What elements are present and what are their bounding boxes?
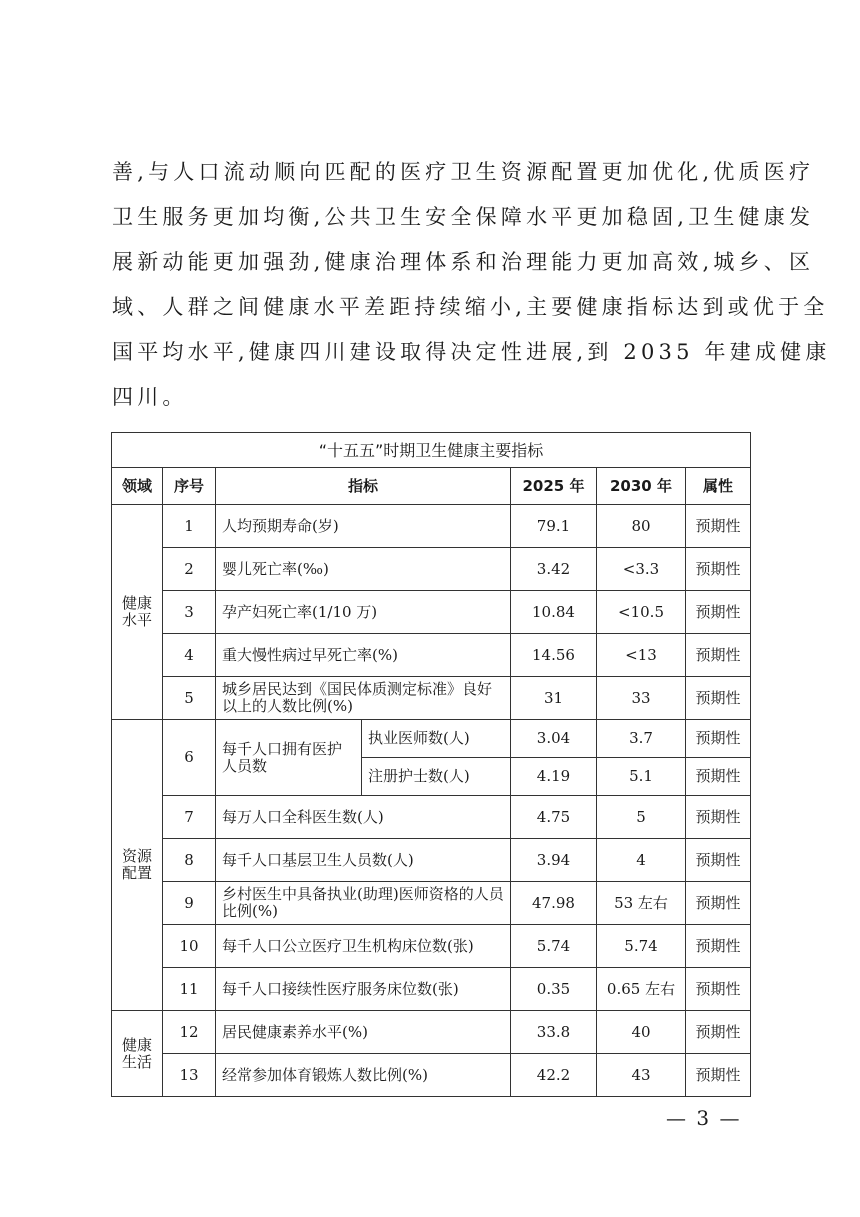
row-value-2030: 4 — [597, 839, 686, 882]
table-row — [112, 882, 751, 925]
row-attribute: 预期性 — [686, 882, 751, 925]
row-indicator: 每千人口基层卫生人员数(人) — [216, 839, 511, 882]
row-attribute: 预期性 — [686, 548, 751, 591]
row-seq: 10 — [163, 925, 216, 968]
row-indicator: 每千人口接续性医疗服务床位数(张) — [216, 968, 511, 1011]
row-sub-indicator: 执业医师数(人) — [362, 720, 511, 758]
row-value-2025: 4.75 — [511, 796, 597, 839]
table-row — [112, 1054, 751, 1097]
row-indicator: 每千人口拥有医护人员数 — [216, 720, 362, 796]
row-indicator: 人均预期寿命(岁) — [216, 505, 511, 548]
row-attribute: 预期性 — [686, 720, 751, 758]
row-value-2025: 14.56 — [511, 634, 597, 677]
row-value-2025: 33.8 — [511, 1011, 597, 1054]
row-seq: 2 — [163, 548, 216, 591]
row-value-2030: 40 — [597, 1011, 686, 1054]
header-2025: 2025 年 — [511, 468, 597, 505]
table-row — [112, 677, 751, 720]
row-value-2030: <13 — [597, 634, 686, 677]
table-row — [112, 591, 751, 634]
row-attribute: 预期性 — [686, 591, 751, 634]
row-indicator: 经常参加体育锻炼人数比例(%) — [216, 1054, 511, 1097]
row-value-2025: 79.1 — [511, 505, 597, 548]
row-value-2025: 31 — [511, 677, 597, 720]
row-seq: 5 — [163, 677, 216, 720]
page-number: — 3 — — [666, 1106, 742, 1130]
paragraph-line: 展新动能更加强劲,健康治理体系和治理能力更加高效,城乡、区 — [112, 250, 815, 274]
row-indicator: 每万人口全科医生数(人) — [216, 796, 511, 839]
row-value-2025: 3.04 — [511, 720, 597, 758]
row-indicator: 婴儿死亡率(‰) — [216, 548, 511, 591]
domain-resources: 资源配置 — [112, 720, 163, 1011]
paragraph-line: 善,与人口流动顺向匹配的医疗卫生资源配置更加优化,优质医疗 — [112, 160, 815, 184]
row-value-2030: 33 — [597, 677, 686, 720]
domain-health-level: 健康水平 — [112, 505, 163, 720]
indicators-table — [111, 432, 751, 1097]
row-value-2025: 42.2 — [511, 1054, 597, 1097]
row-value-2030: 3.7 — [597, 720, 686, 758]
row-sub-indicator: 注册护士数(人) — [362, 758, 511, 796]
header-seq: 序号 — [163, 468, 216, 505]
row-attribute: 预期性 — [686, 1054, 751, 1097]
row-value-2030: 0.65 左右 — [597, 968, 686, 1011]
row-seq: 9 — [163, 882, 216, 925]
paragraph-line: 卫生服务更加均衡,公共卫生安全保障水平更加稳固,卫生健康发 — [112, 205, 815, 229]
row-seq: 3 — [163, 591, 216, 634]
row-attribute: 预期性 — [686, 796, 751, 839]
row-value-2030: <10.5 — [597, 591, 686, 634]
row-attribute: 预期性 — [686, 758, 751, 796]
row-indicator: 居民健康素养水平(%) — [216, 1011, 511, 1054]
row-value-2030: 5.1 — [597, 758, 686, 796]
row-value-2025: 10.84 — [511, 591, 597, 634]
table-row — [112, 839, 751, 882]
row-seq: 7 — [163, 796, 216, 839]
row-value-2025: 5.74 — [511, 925, 597, 968]
row-indicator: 孕产妇死亡率(1/10 万) — [216, 591, 511, 634]
row-seq: 6 — [163, 720, 216, 796]
table-row — [112, 796, 751, 839]
row-attribute: 预期性 — [686, 1011, 751, 1054]
row-attribute: 预期性 — [686, 677, 751, 720]
header-attribute: 属性 — [686, 468, 751, 505]
body-paragraph — [112, 150, 831, 420]
row-seq: 1 — [163, 505, 216, 548]
row-value-2030: <3.3 — [597, 548, 686, 591]
table-row — [112, 634, 751, 677]
table-row — [112, 1011, 751, 1054]
paragraph-line: 国平均水平,健康四川建设取得决定性进展,到 2035 年建成健康 — [112, 340, 831, 364]
row-value-2030: 5.74 — [597, 925, 686, 968]
row-seq: 11 — [163, 968, 216, 1011]
table-row — [112, 505, 751, 548]
row-seq: 4 — [163, 634, 216, 677]
row-indicator: 每千人口公立医疗卫生机构床位数(张) — [216, 925, 511, 968]
row-value-2025: 3.94 — [511, 839, 597, 882]
row-attribute: 预期性 — [686, 968, 751, 1011]
table-row — [112, 720, 751, 758]
row-value-2030: 53 左右 — [597, 882, 686, 925]
row-seq: 13 — [163, 1054, 216, 1097]
row-seq: 8 — [163, 839, 216, 882]
row-value-2025: 0.35 — [511, 968, 597, 1011]
paragraph-line: 域、人群之间健康水平差距持续缩小,主要健康指标达到或优于全 — [112, 295, 829, 319]
domain-lifestyle: 健康生活 — [112, 1011, 163, 1097]
row-value-2030: 80 — [597, 505, 686, 548]
row-attribute: 预期性 — [686, 839, 751, 882]
table-row — [112, 925, 751, 968]
table-row — [112, 968, 751, 1011]
header-indicator: 指标 — [216, 468, 511, 505]
row-value-2030: 5 — [597, 796, 686, 839]
paragraph-line: 四川。 — [112, 385, 188, 409]
row-attribute: 预期性 — [686, 925, 751, 968]
row-attribute: 预期性 — [686, 505, 751, 548]
row-value-2025: 47.98 — [511, 882, 597, 925]
row-value-2025: 3.42 — [511, 548, 597, 591]
table-row — [112, 548, 751, 591]
row-indicator: 重大慢性病过早死亡率(%) — [216, 634, 511, 677]
row-indicator: 乡村医生中具备执业(助理)医师资格的人员比例(%) — [216, 882, 511, 925]
header-domain: 领域 — [112, 468, 163, 505]
row-attribute: 预期性 — [686, 634, 751, 677]
table-title: “十五五”时期卫生健康主要指标 — [112, 433, 751, 468]
row-indicator: 城乡居民达到《国民体质测定标准》良好以上的人数比例(%) — [216, 677, 511, 720]
row-value-2025: 4.19 — [511, 758, 597, 796]
row-seq: 12 — [163, 1011, 216, 1054]
row-value-2030: 43 — [597, 1054, 686, 1097]
header-2030: 2030 年 — [597, 468, 686, 505]
